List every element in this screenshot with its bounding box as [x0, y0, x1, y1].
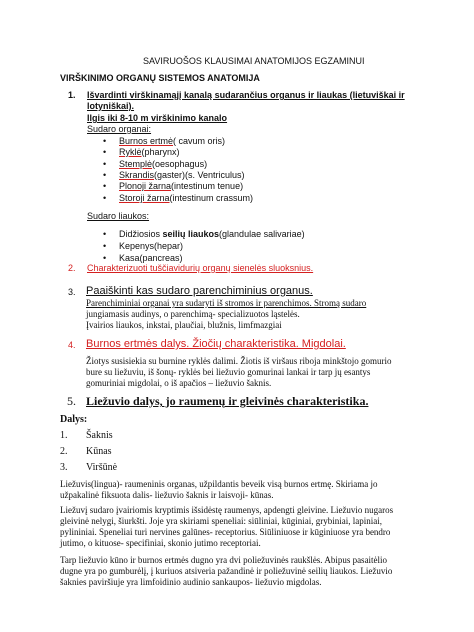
q1-glands-heading: Sudaro liaukos:: [87, 211, 150, 221]
q2-number: 2.: [68, 263, 76, 273]
organ-item: [119, 181, 243, 192]
organ-name: Burnos ertmė: [119, 136, 174, 146]
part-item: [60, 446, 68, 458]
q5-paragraph-line: dugne yra po gumburėlį, į kuriuos atsiveria pažandinė ir poliežuvinė seilių liaukos. Liežuvio: [60, 566, 393, 576]
part-number: 2.: [60, 446, 68, 457]
q4-number: 4.: [68, 340, 76, 350]
q1-number: 1.: [68, 90, 76, 100]
gland-name: Kasa: [119, 253, 140, 263]
gland-latin: (hepar): [154, 241, 184, 251]
gland-name: Kepenys: [119, 241, 155, 251]
organ-name: Stemplė: [119, 159, 153, 169]
organ-name: Ryklė: [119, 147, 142, 157]
q3-number: 3.: [68, 287, 76, 297]
organ-item: [119, 170, 245, 181]
q5-text: Liežuvio dalys, jo raumenų ir gleivinės charakteristika.: [86, 394, 369, 408]
organ-latin: (pharynx): [141, 147, 180, 157]
q1-length: Ilgis iki 8-10 m virškinimo kanalo: [87, 113, 228, 123]
q3-line: Įvairios liaukos, inkstai, plaučiai, blužnis, limfmazgiai: [86, 320, 282, 330]
q5-paragraph-line: Liežuvis(lingua)- raumeninis organas, užpildantis beveik visą burnos ertmę. Skiriama jo: [60, 479, 378, 489]
gland-name-bold: seilių liaukos: [162, 229, 220, 239]
q5-paragraph-line: Liežuvį sudaro įvairiomis kryptimis išsidėstę raumenys, apdengti gleivine. Liežuvio nugaros: [60, 505, 394, 515]
organ-name: Storoji žarna: [119, 193, 170, 203]
organ-name: Plonoji žarna: [119, 181, 172, 191]
q5-number: 5.: [67, 394, 76, 408]
document-title: SAVIRUOŠOS KLAUSIMAI ANATOMIJOS EGZAMINUI: [143, 56, 365, 66]
q5-paragraph-line: pylininiai. Speneliai turi nervines galūnes- receptorius. Siūliniuose ir kūginiuose yra bendro: [60, 527, 391, 537]
organ-item: [119, 193, 253, 204]
q3-line: Parenchiminiai organai yra sudaryti iš stromos ir parenchimos. Stromą sudaro: [86, 298, 367, 308]
part-item: [60, 430, 68, 442]
q2-text: Charakterizuoti tuščiavidurių organų sienelės sluoksnius.: [87, 263, 314, 273]
q5-paragraph-line: užpakalinė fiksuota dalis- liežuvio šaknis ir laisvoji- kūnas.: [60, 490, 274, 500]
organ-latin: (intestinum crassum): [169, 193, 254, 203]
organ-item: [119, 136, 225, 147]
q4-line: Žiotys susisiekia su burnine ryklės dalimi. Žiotis iš viršaus riboja minkštojo gomurio: [86, 356, 392, 366]
q1-text-line2: lotyniškai).: [87, 101, 135, 111]
part-number: 3.: [60, 462, 68, 473]
gland-latin: (pancreas): [139, 253, 183, 263]
gland-item: [119, 229, 305, 240]
part-name: Viršūnė: [86, 462, 118, 473]
organ-latin: (intestinum tenue): [171, 181, 244, 191]
part-name: Šaknis: [86, 430, 113, 441]
q5-paragraph-line: Tarp liežuvio kūno ir burnos ertmės dugno yra dvi poliežuvinės raukšlės. Abipus pasaitėlio: [60, 555, 388, 565]
q4-line: bure su liežuviu, iš šonų- ryklės bei liežuvio gomurinai lankai ir tarp jų esantys: [86, 367, 371, 377]
gland-item: [119, 241, 183, 252]
gland-name: Didžiosios: [119, 229, 163, 239]
q1-organs-heading: Sudaro organai:: [87, 124, 152, 134]
organ-latin: (oesophagus): [152, 159, 208, 169]
organ-item: [119, 147, 180, 158]
organ-latin: (gaster)(s. Ventriculus): [154, 170, 245, 180]
q3-line: jungiamasis audinys, o parenchimą- specializuotos ląstelės.: [86, 309, 300, 319]
part-item: [60, 462, 68, 474]
gland-latin: (glandulae salivariae): [219, 229, 305, 239]
organ-item: [119, 159, 207, 170]
q3-text: Paaiškinti kas sudaro parenchiminius organus.: [86, 285, 313, 297]
q5-paragraph-line: gleivinė nelygi, šiurkšti. Joje yra skiriami speneliai: siūliniai, kūginiai, grybiniai, lapiniai,: [60, 516, 382, 526]
q4-line: gomuriniai migdolai, o iš apačios – liežuvio šaknis.: [86, 378, 272, 388]
organ-latin: ( cavum oris): [173, 136, 226, 146]
q5-paragraph-line: šaknies paviršiuje yra limfoidinio audinio sankaupos- liežuvio migdolas.: [60, 577, 322, 587]
organ-name: Skrandis: [119, 170, 155, 180]
q1-text-line1: Išvardinti virškinamąjį kanalą sudarančius organus ir liaukas (lietuviškai ir: [87, 90, 405, 100]
section-heading: VIRŠKINIMO ORGANŲ SISTEMOS ANATOMIJA: [60, 73, 260, 83]
q5-parts-heading: Dalys:: [60, 414, 88, 425]
part-name: Kūnas: [86, 446, 112, 457]
part-number: 1.: [60, 430, 68, 441]
q4-text: Burnos ertmės dalys. Žiočių charakteristika. Migdolai.: [86, 338, 346, 350]
q5-paragraph-line: jutimo, o kituose- specifiniai, skonio jutimo receptoriai.: [60, 538, 261, 548]
